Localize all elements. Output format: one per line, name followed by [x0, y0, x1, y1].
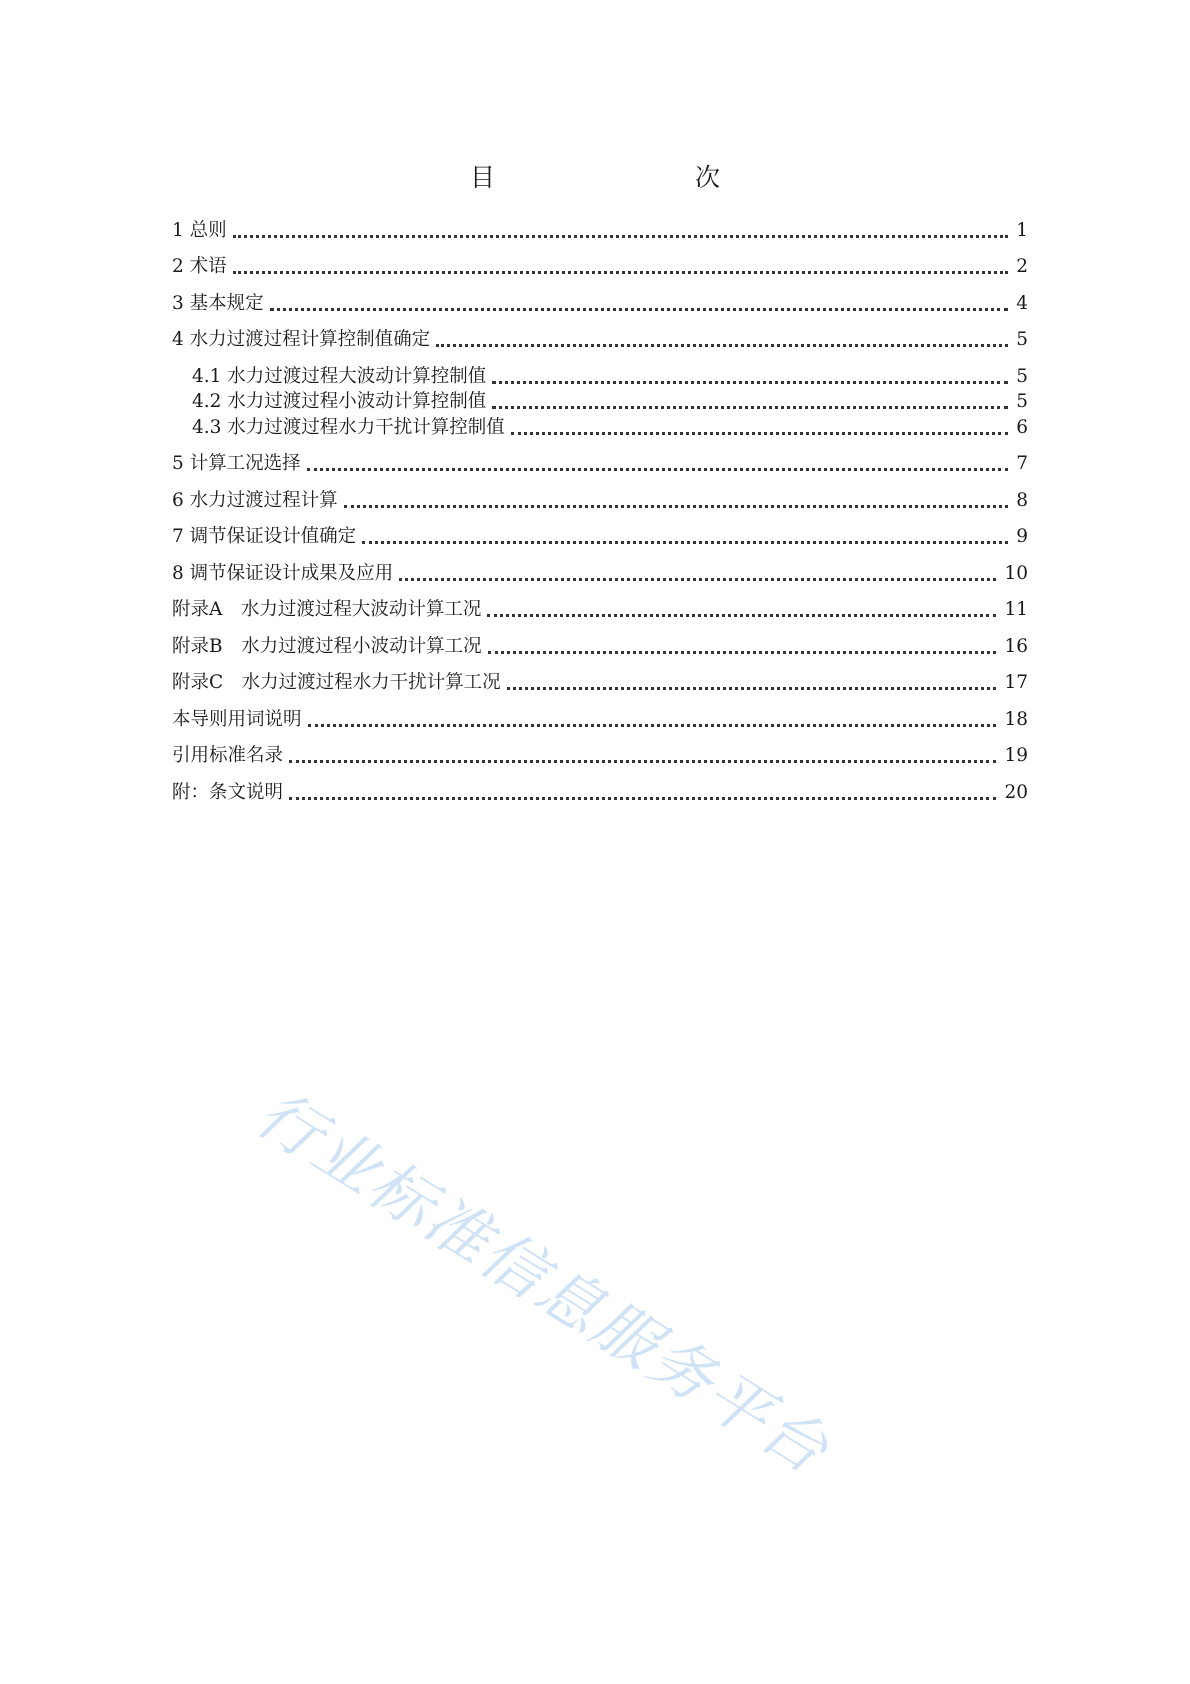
dot-leader — [233, 235, 1009, 238]
toc-entry-page: 7 — [1016, 453, 1028, 474]
toc-entry[interactable] — [172, 596, 1028, 622]
dot-leader — [289, 797, 996, 800]
toc-entry-label: 4.3 水力过渡过程水力干扰计算控制值 — [192, 417, 505, 438]
dot-leader — [270, 308, 1009, 311]
toc-entry-label: 4.1 水力过渡过程大波动计算控制值 — [192, 366, 487, 387]
dot-leader — [307, 468, 1009, 471]
toc-entry[interactable] — [172, 742, 1028, 768]
dot-leader — [488, 651, 997, 654]
toc-subentry[interactable] — [192, 363, 1028, 389]
toc-entry[interactable] — [172, 487, 1028, 513]
toc-entry-label: 4.2 水力过渡过程小波动计算控制值 — [192, 391, 487, 412]
page-title: 目 次 — [469, 163, 770, 192]
toc-entry-page: 17 — [1004, 672, 1028, 693]
dot-leader — [344, 505, 1009, 508]
toc-entry-page: 5 — [1016, 391, 1028, 412]
toc-entry[interactable] — [172, 560, 1028, 586]
toc-entry[interactable] — [172, 217, 1028, 243]
toc-entry[interactable] — [172, 669, 1028, 695]
toc-entry-label: 4 水力过渡过程计算控制值确定 — [172, 329, 431, 350]
toc-entry-page: 10 — [1004, 563, 1028, 584]
toc-entry[interactable] — [172, 450, 1028, 476]
dot-leader — [233, 271, 1009, 274]
toc-entry-label: 引用标准名录 — [172, 745, 284, 766]
toc-entry-label: 7 调节保证设计值确定 — [172, 526, 357, 547]
toc-entry[interactable] — [172, 633, 1028, 659]
toc-entry[interactable] — [172, 706, 1028, 732]
toc-entry-label: 本导则用词说明 — [172, 709, 302, 730]
dot-leader — [492, 381, 1008, 384]
toc-entry-page: 16 — [1004, 636, 1028, 657]
toc-entry-page: 2 — [1016, 256, 1028, 277]
toc-entry-label: 1 总则 — [172, 220, 227, 241]
toc-entry[interactable] — [172, 290, 1028, 316]
watermark: 行业标准信息服务平台 — [243, 1076, 843, 1489]
toc-entry-label: 附录B 水力过渡过程小波动计算工况 — [172, 636, 482, 657]
toc-entry-page: 19 — [1004, 745, 1028, 766]
toc-entry-page: 20 — [1004, 782, 1028, 803]
toc-entry[interactable] — [172, 326, 1028, 352]
toc-entry-page: 1 — [1016, 220, 1028, 241]
dot-leader — [492, 406, 1008, 409]
dot-leader — [487, 614, 996, 617]
toc-entry-page: 8 — [1016, 490, 1028, 511]
dot-leader — [507, 687, 997, 690]
dot-leader — [362, 541, 1008, 544]
dot-leader — [399, 578, 996, 581]
toc-entry-page: 18 — [1004, 709, 1028, 730]
toc-entry-page: 9 — [1016, 526, 1028, 547]
dot-leader — [436, 344, 1008, 347]
toc-entry-label: 6 水力过渡过程计算 — [172, 490, 338, 511]
toc-entry[interactable] — [172, 523, 1028, 549]
toc-entry-label: 附录C 水力过渡过程水力干扰计算工况 — [172, 672, 501, 693]
toc-entry-page: 5 — [1016, 366, 1028, 387]
toc-entry-page: 11 — [1004, 599, 1028, 620]
toc-entry-label: 5 计算工况选择 — [172, 453, 301, 474]
toc-subentry[interactable] — [192, 414, 1028, 440]
toc-subentry[interactable] — [192, 388, 1028, 414]
toc-entry-page: 6 — [1016, 417, 1028, 438]
toc-entry-label: 附录A 水力过渡过程大波动计算工况 — [172, 599, 482, 620]
toc-entry-label: 8 调节保证设计成果及应用 — [172, 563, 394, 584]
toc-entry-label: 2 术语 — [172, 256, 227, 277]
toc-entry-page: 5 — [1016, 329, 1028, 350]
dot-leader — [511, 432, 1008, 435]
toc-entry-label: 3 基本规定 — [172, 293, 264, 314]
dot-leader — [289, 760, 996, 763]
toc-entry-page: 4 — [1016, 293, 1028, 314]
toc-entry[interactable] — [172, 253, 1028, 279]
toc-entry-label: 附：条文说明 — [172, 782, 284, 803]
dot-leader — [308, 724, 997, 727]
toc-entry[interactable] — [172, 779, 1028, 805]
